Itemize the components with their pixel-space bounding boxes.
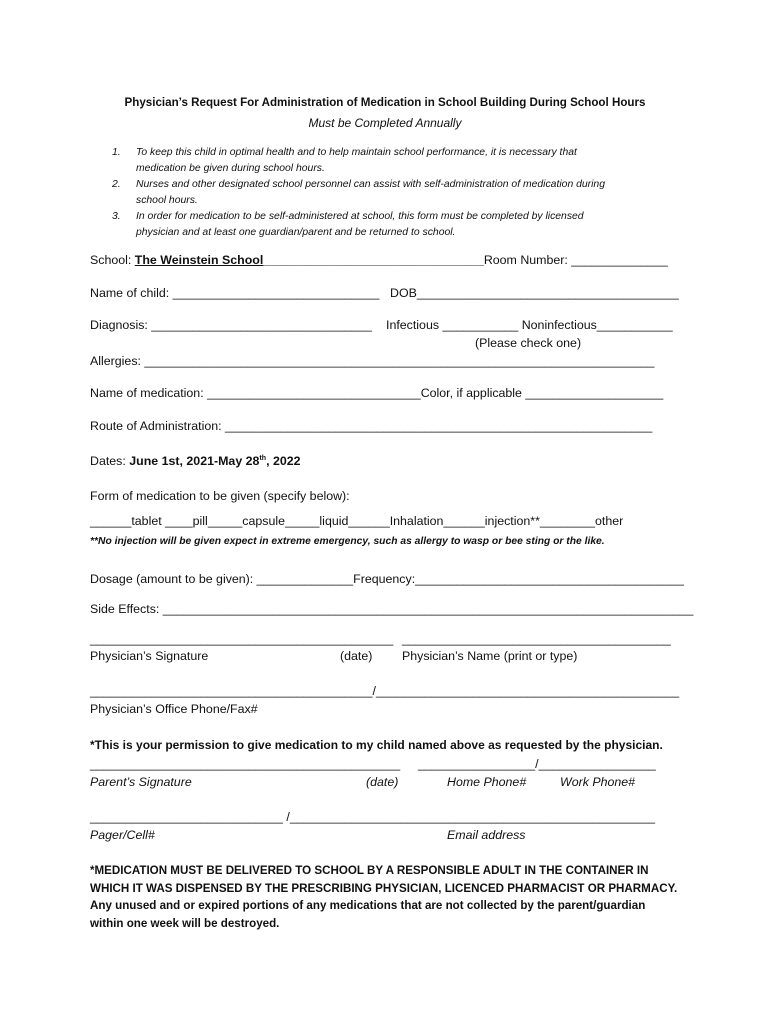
- school-label: School:: [90, 253, 132, 267]
- home-phone-label: Home Phone#: [447, 775, 527, 789]
- physician-phone-line[interactable]: _________________________________________/____________________________________________: [90, 684, 680, 698]
- form-title: Physician’s Request For Administration of Medication in School Building During School Hours: [124, 96, 646, 109]
- list-item-number: 3.: [112, 211, 121, 222]
- email-label: Email address: [447, 828, 526, 842]
- dates-sup: th: [259, 454, 267, 462]
- medication-field[interactable]: Name of medication: _______________________________Color, if applicable ____________________: [90, 386, 664, 400]
- form-options-field[interactable]: ______tablet ____pill_____capsule_____liquid______Inhalation______injection**________other: [90, 514, 624, 528]
- notice-line: *MEDICATION MUST BE DELIVERED TO SCHOOL BY A RESPONSIBLE ADULT IN THE CONTAINER IN: [90, 864, 649, 877]
- list-item-text: physician and at least one guardian/parent and be returned to school.: [136, 227, 456, 238]
- allergies-field[interactable]: Allergies: __________________________________________________________________________: [90, 354, 655, 368]
- infectious-checkbox-field[interactable]: Infectious ___________ Noninfectious___________: [386, 318, 673, 332]
- work-phone-label: Work Phone#: [560, 775, 636, 789]
- room-number-field[interactable]: Room Number: ______________: [483, 253, 668, 267]
- school-blank[interactable]: ________________________________: [263, 253, 484, 267]
- physician-name-line[interactable]: _______________________________________: [402, 632, 671, 646]
- dates-label: Dates:: [90, 454, 126, 468]
- physician-name-label: Physician’s Name (print or type): [402, 649, 578, 663]
- injection-note: **No injection will be given expect in extreme emergency, such as allergy to wasp or bee sting or the like.: [90, 536, 605, 547]
- dates-end: , 2022: [266, 454, 301, 468]
- notice-line: Any unused and or expired portions of any medications that are not collected by the parent/guardian: [90, 899, 646, 913]
- parent-phone-line[interactable]: _________________/_________________: [418, 757, 656, 771]
- list-item-text: school hours.: [136, 195, 198, 206]
- physician-signature-label: Physician’s Signature: [90, 649, 209, 663]
- list-item-number: 1.: [112, 147, 121, 158]
- school-value[interactable]: The Weinstein School: [134, 253, 264, 267]
- side-effects-field[interactable]: Side Effects: _____________________________________________________________________________: [90, 602, 694, 616]
- physician-date-label: (date): [340, 649, 373, 663]
- list-item-text: In order for medication to be self-administered at school, this form must be completed by licensed: [136, 211, 584, 222]
- pager-email-line[interactable]: ____________________________ /_____________________________________________________: [90, 810, 656, 824]
- dob-field[interactable]: DOB______________________________________: [390, 286, 679, 300]
- parent-signature-label: Parent’s Signature: [90, 775, 192, 789]
- dates-start: June 1st, 2021-May 28: [129, 454, 260, 468]
- pager-label: Pager/Cell#: [90, 828, 155, 842]
- route-field[interactable]: Route of Administration: ______________________________________________________________: [90, 419, 653, 433]
- parent-date-label: (date): [366, 775, 399, 789]
- form-subtitle: Must be Completed Annually: [308, 116, 462, 130]
- school-row: [90, 253, 668, 267]
- list-item-text: To keep this child in optimal health and to help maintain school performance, it is necessary that: [136, 147, 577, 158]
- list-item-text: Nurses and other designated school personnel can assist with self-administration of medication during: [136, 179, 605, 190]
- physician-phone-label: Physician’s Office Phone/Fax#: [90, 702, 258, 716]
- parent-signature-line[interactable]: _____________________________________________: [90, 757, 401, 771]
- notice-line: WHICH IT WAS DISPENSED BY THE PRESCRIBING PHYSICIAN, LICENCED PHARMACIST OR PHARMACY.: [90, 881, 678, 895]
- form-label: Form of medication to be given (specify below):: [90, 489, 350, 503]
- notice-line: within one week will be destroyed.: [90, 916, 280, 930]
- diagnosis-field[interactable]: Diagnosis: ________________________________: [90, 318, 372, 332]
- dosage-field[interactable]: Dosage (amount to be given): ______________Frequency:_______________________________________: [90, 572, 684, 586]
- check-one-note: (Please check one): [475, 336, 582, 350]
- list-item-text: medication be given during school hours.: [136, 163, 325, 174]
- list-item-number: 2.: [112, 179, 121, 190]
- permission-statement: *This is your permission to give medication to my child named above as requested by the physician.: [90, 738, 663, 752]
- delivery-notice: [90, 862, 690, 932]
- physician-signature-line[interactable]: ____________________________________________: [90, 632, 394, 646]
- dates-row: [90, 454, 301, 468]
- dates-value: [129, 454, 300, 468]
- child-name-field[interactable]: Name of child: ______________________________: [90, 286, 380, 300]
